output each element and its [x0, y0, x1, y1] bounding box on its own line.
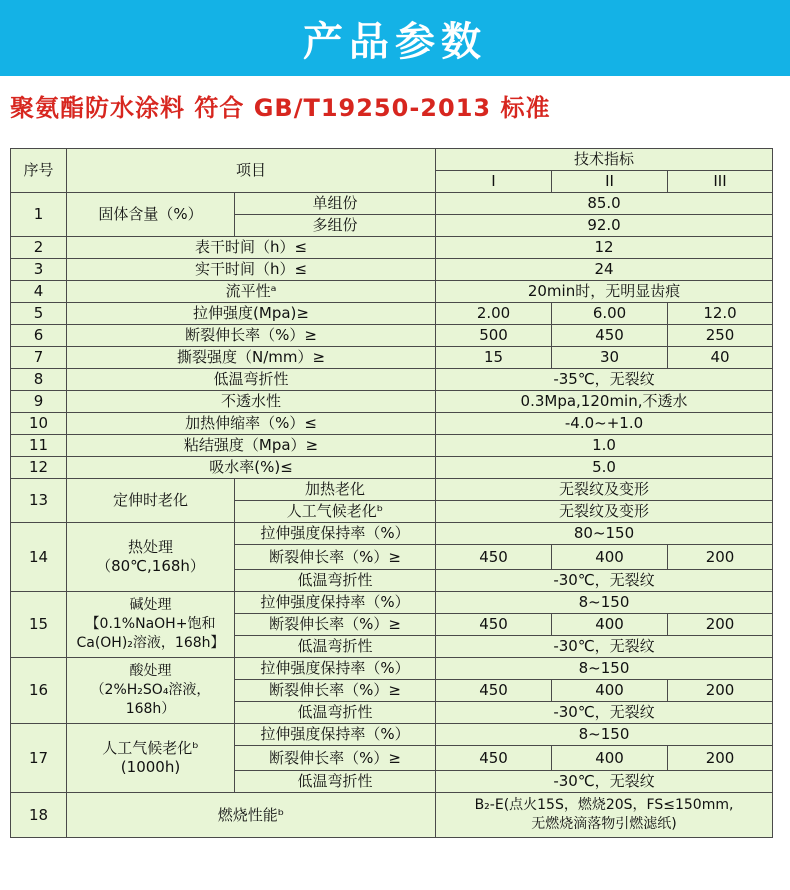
row-value: 0.3Mpa,120min,不透水 [436, 391, 773, 413]
row-value-grade-2: 450 [552, 325, 668, 347]
row-value: 8~150 [436, 658, 773, 680]
row-item: 断裂伸长率（%）≥ [67, 325, 436, 347]
row-item-line: （80℃,168h） [96, 557, 205, 575]
row-subitem: 断裂伸长率（%）≥ [235, 680, 436, 702]
header-item: 项目 [67, 149, 436, 193]
row-subitem: 加热老化 [235, 479, 436, 501]
row-value: 无裂纹及变形 [436, 501, 773, 523]
row-item-line: Ca(OH)₂溶液，168h】 [76, 635, 225, 651]
row-value: -30℃，无裂纹 [436, 771, 773, 793]
row-number: 5 [11, 303, 67, 325]
header-grade-1: I [436, 171, 552, 193]
row-subitem: 拉伸强度保持率（%） [235, 592, 436, 614]
table-row [11, 435, 773, 457]
table-row [11, 793, 773, 838]
row-item-line: 【0.1%NaOH+饱和 [85, 616, 216, 632]
row-value-line: B₂-E(点火15S，燃烧20S，FS≤150mm, [474, 797, 734, 813]
row-number: 7 [11, 347, 67, 369]
row-number: 9 [11, 391, 67, 413]
table-header-row [11, 149, 773, 171]
table-row [11, 303, 773, 325]
table-row [11, 724, 773, 746]
table-row [11, 237, 773, 259]
table-row [11, 369, 773, 391]
row-item: 表干时间（h）≤ [67, 237, 436, 259]
row-item: 吸水率(%)≤ [67, 457, 436, 479]
row-value: 12 [436, 237, 773, 259]
row-value-grade-1: 450 [436, 680, 552, 702]
row-subitem: 低温弯折性 [235, 636, 436, 658]
table-row [11, 592, 773, 614]
row-number: 4 [11, 281, 67, 303]
row-number: 10 [11, 413, 67, 435]
header-grade-2: II [552, 171, 668, 193]
table-row [11, 325, 773, 347]
row-item: 固体含量（%） [67, 193, 235, 237]
row-subitem: 低温弯折性 [235, 702, 436, 724]
row-item: 不透水性 [67, 391, 436, 413]
row-value-grade-3: 200 [668, 614, 773, 636]
row-value: 8~150 [436, 724, 773, 746]
table-row [11, 347, 773, 369]
row-value: 80~150 [436, 523, 773, 545]
row-item [67, 658, 235, 724]
row-subitem: 断裂伸长率（%）≥ [235, 545, 436, 570]
table-row [11, 193, 773, 215]
row-item-line: 人工气候老化ᵇ [102, 739, 199, 757]
row-number: 8 [11, 369, 67, 391]
row-value: -30℃，无裂纹 [436, 570, 773, 592]
row-number: 18 [11, 793, 67, 838]
row-value-grade-2: 6.00 [552, 303, 668, 325]
row-value-grade-3: 200 [668, 545, 773, 570]
table-row [11, 658, 773, 680]
row-subitem: 单组份 [235, 193, 436, 215]
row-number: 16 [11, 658, 67, 724]
row-value-grade-2: 400 [552, 545, 668, 570]
row-item-line: （2%H₂SO₄溶液， [90, 682, 211, 698]
row-subitem: 断裂伸长率（%）≥ [235, 614, 436, 636]
table-row [11, 391, 773, 413]
row-item-line: 碱处理 [129, 597, 172, 613]
row-item: 粘结强度（Mpa）≥ [67, 435, 436, 457]
row-value-grade-1: 500 [436, 325, 552, 347]
row-value-grade-2: 400 [552, 680, 668, 702]
row-subitem: 多组份 [235, 215, 436, 237]
row-item: 撕裂强度（N/mm）≥ [67, 347, 436, 369]
row-number: 6 [11, 325, 67, 347]
row-number: 15 [11, 592, 67, 658]
row-item-line: 热处理 [127, 538, 173, 556]
row-number: 12 [11, 457, 67, 479]
row-item: 燃烧性能ᵇ [67, 793, 436, 838]
row-value-grade-1: 2.00 [436, 303, 552, 325]
row-value-grade-3: 200 [668, 746, 773, 771]
row-value-grade-1: 450 [436, 545, 552, 570]
row-value-grade-2: 400 [552, 614, 668, 636]
row-value-line: 无燃烧滴落物引燃滤纸) [531, 816, 677, 832]
row-item-line: 168h） [125, 701, 176, 717]
table-row [11, 479, 773, 501]
row-item [67, 724, 235, 793]
row-item: 定伸时老化 [67, 479, 235, 523]
row-value-grade-1: 450 [436, 746, 552, 771]
row-item [67, 592, 235, 658]
page-title: 产品参数 [303, 18, 487, 65]
row-value: 20min时，无明显齿痕 [436, 281, 773, 303]
row-subitem: 人工气候老化ᵇ [235, 501, 436, 523]
header-banner [0, 0, 790, 76]
row-number: 11 [11, 435, 67, 457]
row-number: 17 [11, 724, 67, 793]
row-value [436, 793, 773, 838]
row-value-grade-2: 400 [552, 746, 668, 771]
header-grade-3: III [668, 171, 773, 193]
row-item: 低温弯折性 [67, 369, 436, 391]
row-subitem: 拉伸强度保持率（%） [235, 523, 436, 545]
row-subitem: 低温弯折性 [235, 771, 436, 793]
row-value: -30℃，无裂纹 [436, 636, 773, 658]
header-spec: 技术指标 [436, 149, 773, 171]
row-subitem: 拉伸强度保持率（%） [235, 724, 436, 746]
row-value-grade-2: 30 [552, 347, 668, 369]
row-value: -35℃，无裂纹 [436, 369, 773, 391]
row-value: 92.0 [436, 215, 773, 237]
row-value: 24 [436, 259, 773, 281]
row-number: 14 [11, 523, 67, 592]
row-subitem: 拉伸强度保持率（%） [235, 658, 436, 680]
row-number: 13 [11, 479, 67, 523]
row-item [67, 523, 235, 592]
row-value: 5.0 [436, 457, 773, 479]
row-value: 1.0 [436, 435, 773, 457]
spec-table [10, 148, 773, 838]
table-row [11, 281, 773, 303]
row-number: 3 [11, 259, 67, 281]
row-number: 2 [11, 237, 67, 259]
product-standard-title: 聚氨酯防水涂料 符合 GB/T19250-2013 标准 [10, 94, 551, 122]
table-row [11, 259, 773, 281]
row-value: -4.0~+1.0 [436, 413, 773, 435]
table-row [11, 523, 773, 545]
row-item: 拉伸强度(Mpa)≥ [67, 303, 436, 325]
row-item: 流平性ᵃ [67, 281, 436, 303]
row-subitem: 低温弯折性 [235, 570, 436, 592]
row-value-grade-1: 15 [436, 347, 552, 369]
row-value-grade-3: 250 [668, 325, 773, 347]
row-value-grade-3: 40 [668, 347, 773, 369]
row-item: 实干时间（h）≤ [67, 259, 436, 281]
row-value-grade-1: 450 [436, 614, 552, 636]
row-value: 8~150 [436, 592, 773, 614]
row-value-grade-3: 12.0 [668, 303, 773, 325]
row-number: 1 [11, 193, 67, 237]
row-item-line: 酸处理 [129, 663, 172, 679]
table-row [11, 413, 773, 435]
row-value-grade-3: 200 [668, 680, 773, 702]
row-value: 无裂纹及变形 [436, 479, 773, 501]
table-row [11, 457, 773, 479]
row-value: -30℃，无裂纹 [436, 702, 773, 724]
row-item: 加热伸缩率（%）≤ [67, 413, 436, 435]
row-value: 85.0 [436, 193, 773, 215]
header-seq: 序号 [11, 149, 67, 193]
row-item-line: (1000h) [120, 758, 181, 776]
row-subitem: 断裂伸长率（%）≥ [235, 746, 436, 771]
